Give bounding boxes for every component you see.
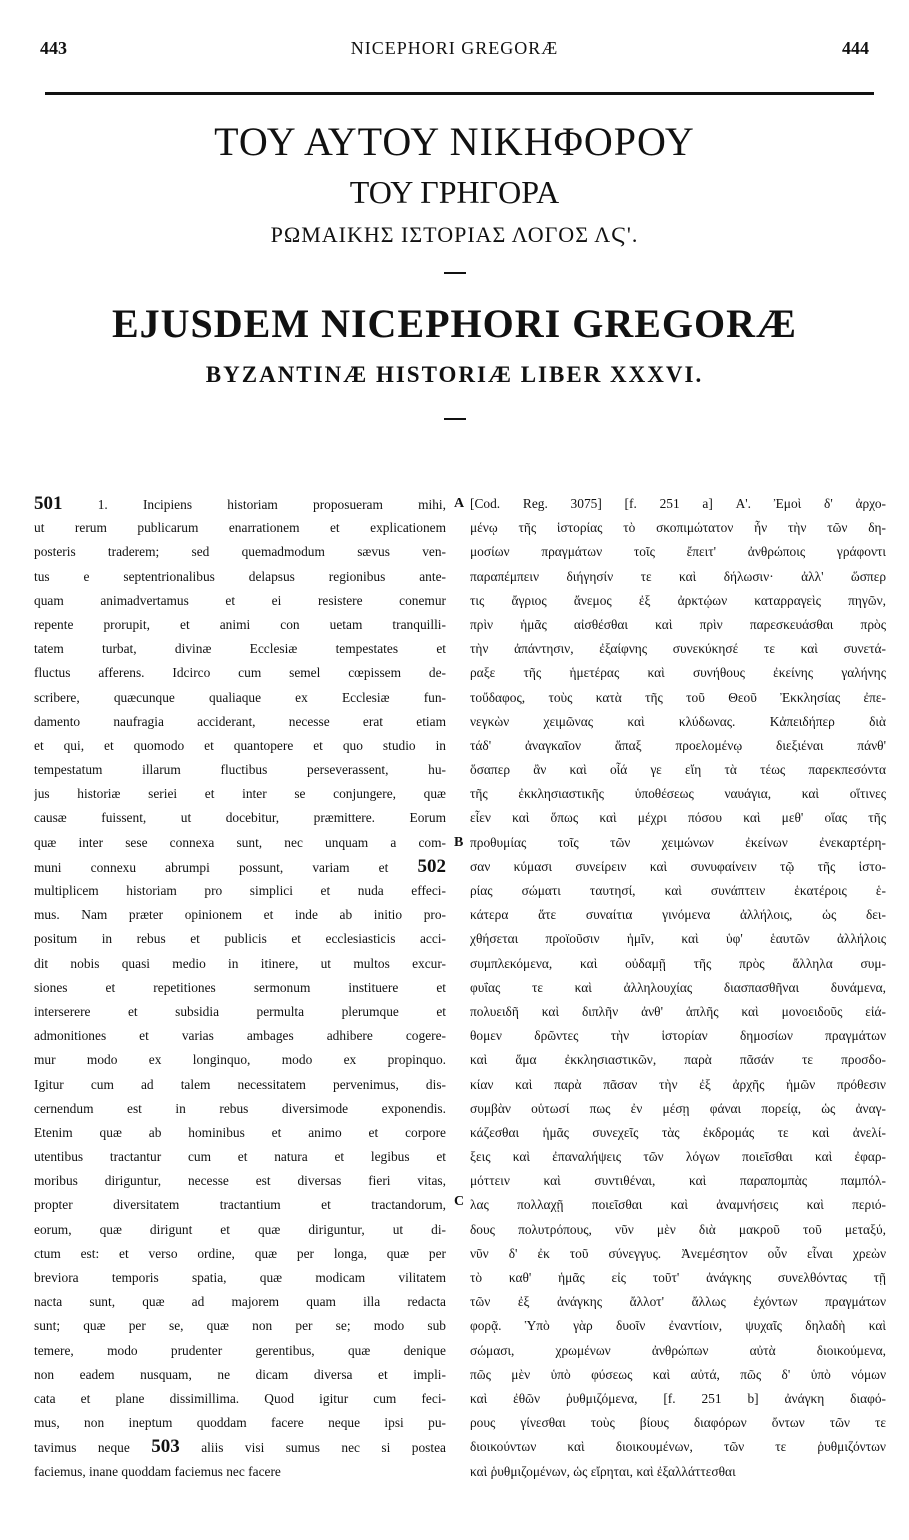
greek-column [470,492,886,1484]
margin-letter-a: A [454,496,465,511]
latin-line-text: cernendum est in rebus diversimode exponendis. [34,1100,446,1116]
latin-text-line [34,1435,446,1459]
greek-text-line: τὴν ἀπάντησιν, ἐξαίφνης συνεκύκησέ τε καὶ συνετά- [470,641,886,657]
greek-text-line: διοικούντων καὶ διοικουμένων, τῶν τε ῥυθμιζόντων [470,1439,886,1455]
latin-text-line [34,1460,446,1484]
title-block [0,118,909,420]
latin-line-text: ut rerum publicarum enarrationem et explicationem [34,520,446,536]
latin-text-line [34,1073,446,1097]
latin-line-text: temere, modo prudenter gerentibus, quæ denique [34,1342,446,1358]
latin-line-text: jus historiæ seriei et inter se conjungere, quæ [34,786,446,802]
latin-title-line-2: BYZANTINÆ HISTORIÆ LIBER XXXVI. [205,362,704,387]
latin-text-line [34,1387,446,1411]
latin-line-text: moribus diriguntur, necesse est diversas fieri vitas, [34,1173,446,1189]
column-number-501: 501 [34,493,63,514]
latin-text-line [34,661,446,685]
greek-text-line: πολυειδῆ καὶ διπλῆν ἀνθ' ἁπλῆς καὶ μονοειδοῦς εἰά- [470,1003,886,1019]
latin-line-text: muni connexu abrumpi possunt, variam et [34,859,389,875]
greek-text-line: τὸ καθ' ἡμᾶς εἰς τοῦτ' ἀνάγκης συνελθόντας τῇ [470,1270,886,1285]
latin-text-line [34,952,446,976]
latin-line-text: tavimus neque [34,1440,130,1456]
latin-line-text: dit nobis quasi medio in itinere, ut multos excur- [34,955,446,971]
greek-text-line: νῦν δ' ἐκ τοῦ σύνεγγυς. Ἀνεμέσητον οὖν εἶναι χρεὼν [470,1245,886,1261]
greek-text-line: θομεν δρῶντες τὴν ἱστορίαν δημοσίων πραγμάτων [470,1028,886,1044]
latin-line-text: posteris traderem; sed quemadmodum sævus ven- [34,544,446,560]
latin-line-text: fluctus afferens. Idcirco cum semel cœpissem de- [34,665,446,681]
greek-text-line: κάτερα ἅτε συναίτια γινόμενα ἀλλήλοις, ὡς δει- [470,907,886,923]
latin-text-line [34,1339,446,1363]
title-separator [444,272,466,274]
latin-text-line [34,1218,446,1242]
latin-line-text: Igitur cum ad talem necessitatem pervenimus, dis- [34,1076,446,1092]
latin-line-text: nacta sunt, quæ ad majorem quam illa redacta [34,1294,446,1310]
latin-line-text: Etenim quæ ab hominibus et animo et corpore [34,1124,446,1140]
latin-text-line [34,1242,446,1266]
latin-line-text: tatem turbat, divinæ Ecclesiæ tempestates et [34,641,446,657]
latin-line-text: causæ fuissent, ut docebitur, præmittere. Eorum [34,810,446,826]
greek-text-line: ὅσαπερ ἂν καὶ οἷά γε εἴη τὰ τέως παρεκπεσόντα [470,762,886,778]
latin-text-line [34,637,446,661]
latin-line-text: utentibus tractantur cum et natura et legibus et [34,1149,446,1165]
greek-text-line: [Cod. Reg. 3075] [f. 251 a] Α'. Ἐμοὶ δ' ἀρχο- [470,496,886,511]
latin-line-text: faciemus, inane quoddam faciemus nec facere [34,1463,281,1479]
latin-text-line [34,903,446,927]
latin-line-text: mur modo ex longinquo, modo ex propinquo. [34,1052,446,1068]
running-title: NICEPHORI GREGORÆ [350,37,559,58]
greek-text-line: εἶεν καὶ ὅπως καὶ μέχρι πόσου καὶ μεθ' οἵας τῆς [470,810,886,826]
latin-line-text: admonitiones et varias ambages adhibere cogere- [34,1028,446,1044]
greek-text-line: νεγκὼν χειμῶνας καὶ κλύδωνας. Κἀπειδήπερ διὰ [470,713,886,729]
latin-text-line [34,879,446,903]
latin-text-line [34,1121,446,1145]
latin-line-text: tempestatum illarum fluctibus perseverassent, hu- [34,762,446,778]
latin-line-text: repente prorupit, et animi con uetam tranquilli- [34,616,446,632]
column-number-503: 503 [151,1436,180,1458]
latin-column [34,492,446,1484]
greek-text-line: καὶ ῥυθμιζομένων, ὡς εἴρηται, καὶ ἐξαλλάττεσθαι [470,1463,736,1479]
latin-text-line [34,1000,446,1024]
greek-text-line: μένῳ τῆς ἱστορίας τὸ σκοπιμώτατον ἦν τὴν τῶν δη- [470,520,886,536]
greek-text-line: καὶ ἅμα ἐκκλησιαστικῶν, παρὰ πᾶσάν τε προσδο- [470,1052,886,1068]
latin-line-text: non eadem nusquam, ne dicam diversa et impli- [34,1366,446,1382]
column-number-502: 502 [417,855,446,877]
latin-line-text: interserere et subsidia permulta plerumque et [34,1003,446,1019]
greek-text-line: τῶν ἐξ ἀνάγκης ἄλλοτ' ἄλλως ἐχόντων πραγμάτων [470,1294,886,1310]
latin-title-line-1: EJUSDEM NICEPHORI GREGORÆ [111,301,798,346]
greek-text-line: μοσίων πραγμάτων τοῖς ἔπειτ' ἀνθρώποις γράφοντι [470,544,886,560]
greek-text-line: κίαν καὶ παρὰ πᾶσαν τὴν ἐξ ἀρχῆς ἡμῶν πρόθεσιν [470,1076,886,1092]
latin-text-line [34,782,446,806]
greek-text-line: τάδ' ἀναγκαῖον ἅπαξ προελομένῳ διεξιέναι πάνθ' [470,737,886,753]
latin-line-text: sunt; quæ per se, quæ non per se; modo sub [34,1318,446,1334]
greek-text-line: κάζεσθαι ἡμᾶς συνεχεῖς τὰς ἐκδρομάς τε καὶ ἀνελί- [470,1124,886,1140]
latin-line-text: scribere, quæcunque qualiaque ex Ecclesiæ fun- [34,689,446,705]
page-header [40,38,869,58]
latin-line-text: tus e septentrionalibus delapsus regionibus ante- [34,568,446,584]
greek-text-line: καὶ ἐθῶν ῥυθμιζόμενα, [f. 251 b] ἀνάγκη διαφό- [470,1390,886,1406]
latin-text-line [34,855,446,879]
latin-text-line [34,710,446,734]
greek-text-line: ραξε τῆς ἡμετέρας καὶ συνήθους ἐκείνης γαλήνης [470,665,886,681]
greek-title-line-1: ΤΟΥ ΑΥΤΟΥ ΝΙΚΗΦΟΡΟΥ [214,119,695,164]
title-separator-2 [444,418,466,420]
latin-line-text: positum in rebus et publicis et ecclesiasticis acci- [34,931,446,947]
latin-text-line [34,565,446,589]
latin-text-line [34,516,446,540]
latin-text-line [34,806,446,830]
latin-text-line [34,540,446,564]
greek-text-line: παραπέμπειν διήγησίν τε καὶ δήλωσιν· ἀλλ' ὥσπερ [470,568,886,584]
latin-text-line [34,613,446,637]
latin-text-line [34,1145,446,1169]
greek-text-line: ρους γίνεσθαι τοὺς βίους διαφόρων ὄντων τῶν τε [470,1415,886,1431]
greek-text-line: χθήσεται προϊοῦσιν ἡμῖν, καὶ ὑφ' ἑαυτῶν ἀλλήλοις [470,931,886,947]
greek-text-line: τις ἄγριος ἄνεμος ἐξ ἀρκτῴων καταρραγεὶς πηγῶν, [470,592,886,608]
latin-line-text: eorum, quæ dirigunt et quæ diriguntur, ut di- [34,1221,446,1237]
latin-text-line [34,1097,446,1121]
greek-text-line: λας πολλαχῇ ποιεῖσθαι καὶ ἀναμνήσεις καὶ περιό- [470,1197,886,1213]
latin-text-line [34,1193,446,1217]
greek-text-line: δους πολυτρόπους, νῦν μὲν διὰ μακροῦ τοῦ μεταξύ, [470,1221,886,1237]
latin-text-line [34,1314,446,1338]
latin-line-text-tail: aliis visi sumus nec si postea [201,1440,446,1456]
right-page-number: 444 [841,37,869,58]
latin-line-text: quæ inter sese connexa sunt, nec unquam a com- [34,834,446,850]
latin-text-line [34,1024,446,1048]
latin-text-line [34,976,446,1000]
greek-text-line: συμπλεκόμενα, καὶ οὐδαμῇ τῆς πρὸς ἄλληλα συμ- [470,955,886,971]
latin-line-text: 1. Incipiens historiam proposueram mihi, [97,497,446,512]
latin-line-text: mus, non ineptum quoddam facere neque ipsi pu- [34,1415,446,1431]
latin-text-line [34,1169,446,1193]
greek-text-line: πρὶν ἡμᾶς αἰσθέσθαι καὶ πρὶν παρεσκευάσθαι πρὸς [470,616,886,632]
greek-text-line: σώμασι, χρωμένων ἀνθρώπων αὐτὰ διοικούμενα, [470,1342,886,1358]
greek-text-line: τοὔδαφος, τοὺς κατὰ τῆς τοῦ Θεοῦ Ἐκκλησίας ἐπε- [470,689,886,705]
latin-text-line [34,758,446,782]
latin-line-text: cata et plane dissimillima. Quod igitur cum feci- [34,1390,446,1406]
latin-text-line [34,1290,446,1314]
latin-text-line [34,589,446,613]
greek-text-line: πῶς μὲν ὑπὸ φύσεως καὶ αὐτά, πῶς δ' ὑπὸ νόμων [470,1366,886,1382]
latin-text-line [34,734,446,758]
latin-text-line [34,1363,446,1387]
greek-text-line: προθυμίας τοῖς τῶν χειμώνων ἐκείνων ἐνεκαρτέρη- [470,834,886,850]
latin-line-text: breviora temporis spatia, quæ modicam vilitatem [34,1270,446,1285]
greek-text-line: σαν κύμασι συνείρειν καὶ συνυφαίνειν τῷ τῆς ἱστο- [470,858,886,874]
latin-text-line [34,1411,446,1435]
left-page-number: 443 [40,37,67,58]
latin-line-text: propter diversitatem tractantium et tractandorum, [34,1197,446,1213]
greek-title-line-2: ΤΟΥ ΓΡΗΓΟΡΑ [349,174,560,210]
latin-line-text: mus. Nam præter opinionem et inde ab initio pro- [34,907,446,923]
margin-letter-b: B [454,835,464,850]
latin-text-line [34,1048,446,1072]
latin-line-text: multiplicem historiam pro simplici et nuda effeci- [34,883,446,898]
latin-line-text: et qui, et quomodo et quantopere et quo studio in [34,737,446,753]
header-rule [45,92,874,95]
greek-text-line: φορᾷ. Ὑπὸ γὰρ δυοῖν ἐναντίοιν, ψυχαῖς δηλαδὴ καὶ [470,1318,886,1334]
latin-line-text: quam animadvertamus et ei resistere conemur [34,592,446,608]
latin-text-line [34,1266,446,1290]
greek-text-line: ξεις καὶ ἐπαναλήψεις τῶν λόγων ποιεῖσθαι καὶ ἐφαρ- [470,1149,886,1165]
latin-line-text: siones et repetitiones sermonum instituere et [34,979,446,995]
latin-text-line [34,927,446,951]
greek-text-line: φυΐας τε καὶ ἀλληλουχίας διασπασθῆναι δυνάμενα, [470,979,886,995]
latin-line-text: ctum est: et verso ordine, quæ per longa, quæ per [34,1245,446,1261]
margin-letter-c: C [454,1194,465,1209]
greek-text-line: μόττειν καὶ συντιθέναι, καὶ παραπομπὰς παμπόλ- [470,1173,886,1189]
greek-text-line: τῆς ἐκκλησιαστικῆς ὑποθέσεως ναυάγια, καὶ οἵτινες [470,786,886,802]
latin-text-line [34,831,446,855]
latin-line-text: damento naufragia acciderant, necesse erat etiam [34,713,446,729]
latin-text-line [34,492,446,516]
greek-title-line-3: ΡΩΜΑΙΚΗΣ ΙΣΤΟΡΙΑΣ ΛΟΓΟΣ ΛϚ'. [270,222,639,247]
latin-text-line [34,686,446,710]
greek-text-line: ρίας σώματι ταυτησί, καὶ συνάπτειν ἑκατέροις ἑ- [470,883,886,898]
greek-text-line: συμβὰν οὑτωσί πως ἐν μέσῃ φάναι πορείᾳ, ὡς ἀναγ- [470,1100,886,1116]
